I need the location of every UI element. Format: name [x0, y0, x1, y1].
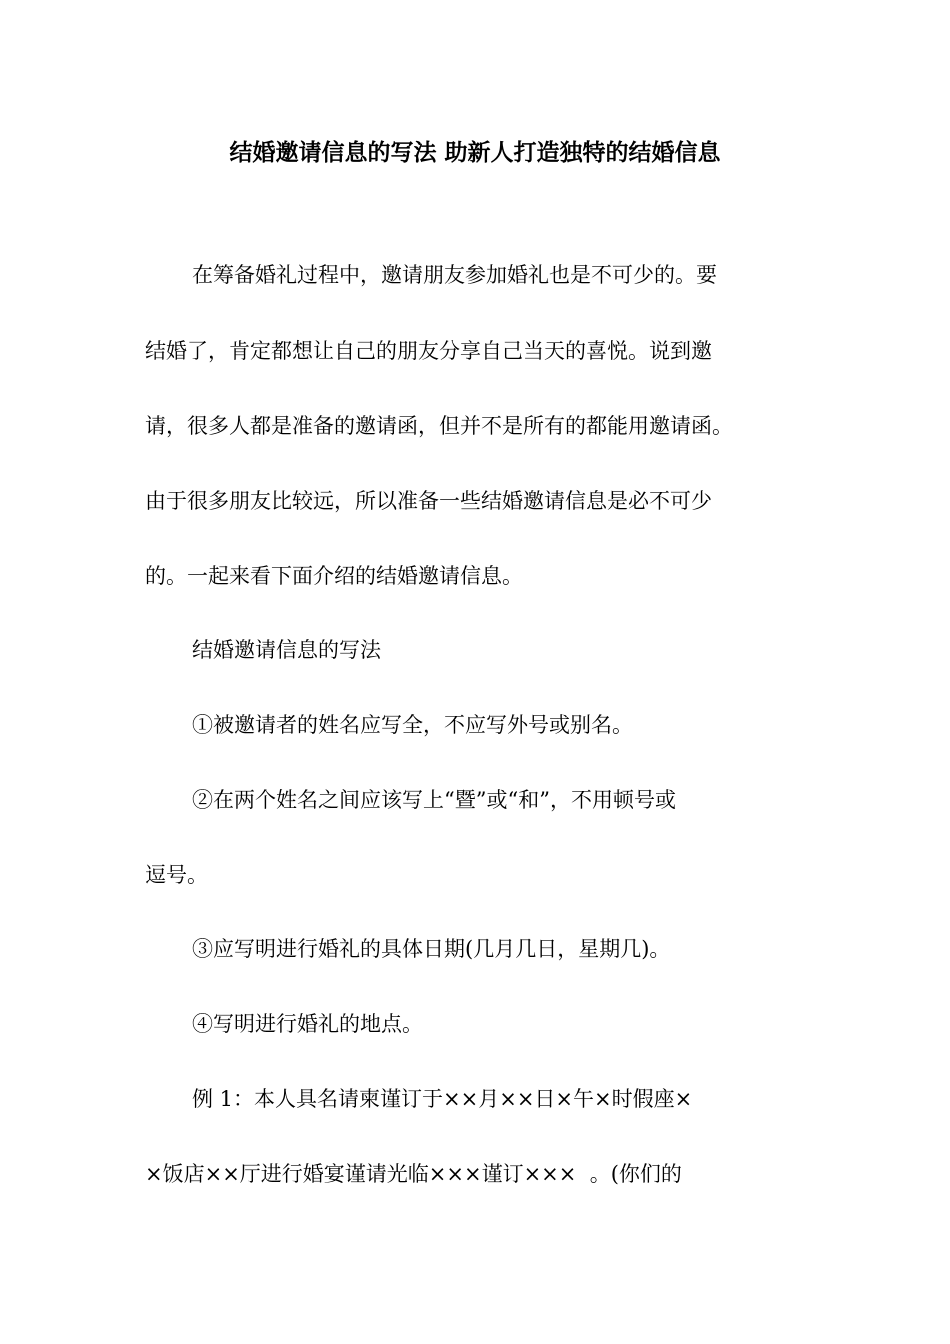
list-item: ④写明进行婚礼的地点。 — [192, 1012, 423, 1036]
paragraph-line: 的。一起来看下面介绍的结婚邀请信息。 — [145, 564, 523, 588]
paragraph-line: 结婚了，肯定都想让自己的朋友分享自己当天的喜悦。说到邀 — [145, 339, 712, 363]
list-item: ②在两个姓名之间应该写上“暨”或“和”，不用顿号或 — [192, 788, 676, 812]
example-line: 例 1：本人具名请柬谨订于××月××日×午×时假座× — [192, 1087, 693, 1111]
paragraph-line: 由于很多朋友比较远，所以准备一些结婚邀请信息是必不可少 — [145, 489, 712, 513]
list-item-continuation: 逗号。 — [145, 863, 208, 887]
document-title: 结婚邀请信息的写法 助新人打造独特的结婚信息 — [229, 139, 721, 166]
section-heading: 结婚邀请信息的写法 — [192, 638, 381, 662]
paragraph-line: 在筹备婚礼过程中，邀请朋友参加婚礼也是不可少的。要 — [192, 263, 717, 287]
paragraph-line: 请，很多人都是准备的邀请函，但并不是所有的都能用邀请函。 — [145, 414, 733, 438]
example-line: ×饭店××厅进行婚宴谨请光临×××谨订××× 。(你们的 — [145, 1162, 682, 1186]
list-item: ③应写明进行婚礼的具体日期(几月几日，星期几)。 — [192, 937, 671, 961]
list-item: ①被邀请者的姓名应写全，不应写外号或别名。 — [192, 713, 633, 737]
